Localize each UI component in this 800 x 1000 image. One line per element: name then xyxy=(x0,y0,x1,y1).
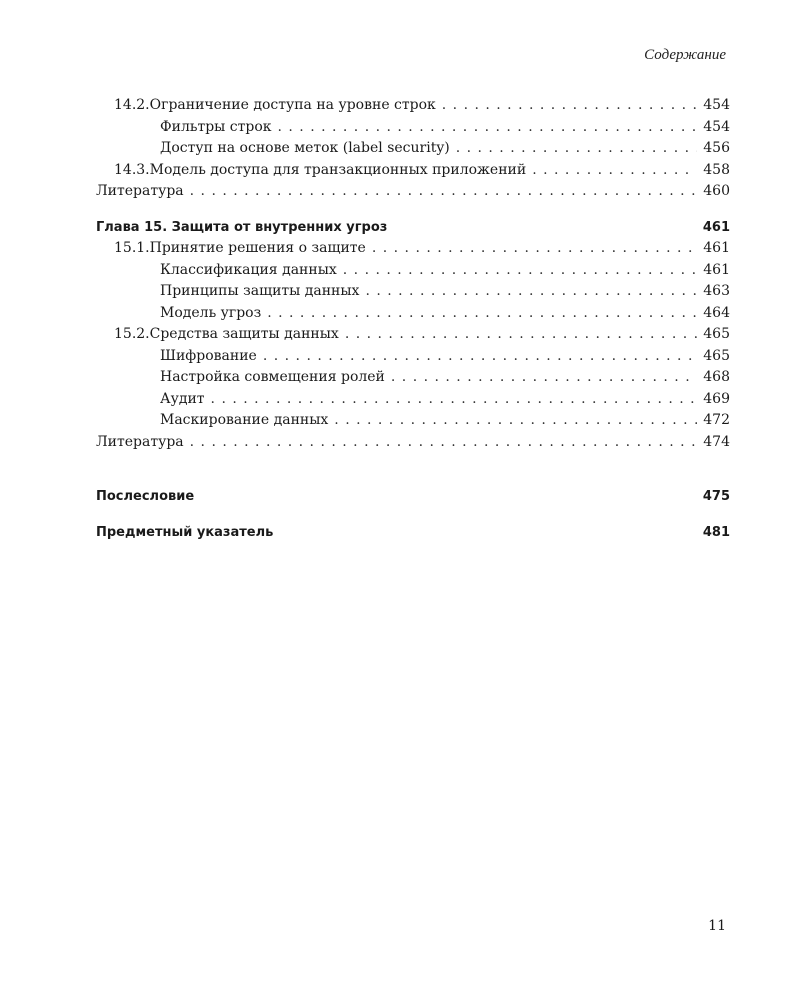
dot-leader xyxy=(263,346,697,368)
spacer xyxy=(96,203,730,217)
toc-subsection-entry[interactable] xyxy=(96,410,730,432)
entry-page: 454 xyxy=(703,118,730,135)
toc-section-entry[interactable] xyxy=(96,95,730,117)
toc-references-entry[interactable] xyxy=(96,432,730,454)
toc-subsection-entry[interactable] xyxy=(96,346,730,368)
toc-subsection-entry[interactable] xyxy=(96,138,730,160)
entry-title: Принятие решения о защите xyxy=(149,240,366,256)
chapter-title: Глава 15. Защита от внутренних угроз xyxy=(96,219,388,235)
entry-title: Маскирование данных xyxy=(160,412,329,428)
page-number: 11 xyxy=(708,918,726,934)
table-of-contents xyxy=(96,95,730,543)
index-page: 481 xyxy=(702,524,730,540)
entry-page: 469 xyxy=(703,390,730,407)
dot-leader xyxy=(190,181,698,203)
entry-page: 458 xyxy=(703,161,730,178)
entry-page: 460 xyxy=(703,183,730,199)
section-number: 15.1. xyxy=(114,240,150,256)
entry-title: Настройка совмещения ролей xyxy=(160,369,385,385)
dot-leader xyxy=(190,432,698,454)
entry-title: Средства защиты данных xyxy=(149,326,339,342)
entry-title: Принципы защиты данных xyxy=(160,283,360,299)
toc-section-entry[interactable] xyxy=(96,324,730,346)
entry-title: Аудит xyxy=(160,390,205,407)
toc-block-chapter14-tail xyxy=(96,95,730,203)
section-number: 14.3. xyxy=(114,161,150,178)
entry-title: Модель доступа для транзакционных приложений xyxy=(149,161,527,178)
entry-title: Модель угроз xyxy=(160,304,262,321)
afterword-page: 475 xyxy=(702,489,730,504)
dot-leader xyxy=(372,238,697,260)
entry-page: 472 xyxy=(703,412,730,428)
dot-leader xyxy=(267,303,697,325)
dot-leader xyxy=(343,260,698,282)
entry-title: Фильтры строк xyxy=(160,118,272,135)
entry-page: 465 xyxy=(703,347,730,364)
toc-subsection-entry[interactable] xyxy=(96,389,730,411)
entry-page: 461 xyxy=(703,240,730,256)
entry-page: 463 xyxy=(703,283,730,299)
spacer xyxy=(96,453,730,486)
toc-section-entry[interactable] xyxy=(96,238,730,260)
index-title: Предметный указатель xyxy=(96,524,274,540)
entry-page: 474 xyxy=(703,433,730,450)
entry-page: 454 xyxy=(703,97,730,113)
dot-leader xyxy=(334,410,697,432)
entry-page: 456 xyxy=(703,140,730,156)
toc-chapter-15[interactable] xyxy=(96,217,730,239)
toc-afterword[interactable] xyxy=(96,486,730,508)
toc-block-chapter15 xyxy=(96,238,730,453)
toc-subsection-entry[interactable] xyxy=(96,303,730,325)
entry-page: 468 xyxy=(703,369,730,385)
entry-title: Ограничение доступа на уровне строк xyxy=(149,97,436,113)
toc-subject-index[interactable] xyxy=(96,522,730,544)
entry-page: 464 xyxy=(703,304,730,321)
toc-subsection-entry[interactable] xyxy=(96,260,730,282)
entry-title: Классификация данных xyxy=(160,261,337,278)
chapter-page: 461 xyxy=(702,219,730,235)
toc-section-entry[interactable] xyxy=(96,160,730,182)
running-header: Содержание xyxy=(644,47,726,63)
entry-title: Шифрование xyxy=(160,347,257,364)
spacer xyxy=(96,508,730,522)
entry-page: 461 xyxy=(703,261,730,278)
entry-page: 465 xyxy=(703,326,730,342)
section-number: 15.2. xyxy=(114,326,150,342)
dot-leader xyxy=(211,389,698,411)
toc-subsection-entry[interactable] xyxy=(96,117,730,139)
toc-subsection-entry[interactable] xyxy=(96,281,730,303)
afterword-title: Послесловие xyxy=(96,489,195,504)
dot-leader xyxy=(365,281,697,303)
dot-leader xyxy=(278,117,698,139)
section-number: 14.2. xyxy=(114,97,150,113)
toc-references-entry[interactable] xyxy=(96,181,730,203)
dot-leader xyxy=(442,95,697,117)
dot-leader xyxy=(532,160,697,182)
toc-subsection-entry[interactable] xyxy=(96,367,730,389)
entry-title: Литература xyxy=(96,433,184,450)
dot-leader xyxy=(391,367,697,389)
entry-title: Литература xyxy=(96,183,184,199)
dot-leader xyxy=(345,324,697,346)
entry-title: Доступ на основе меток (label security) xyxy=(160,140,450,156)
dot-leader xyxy=(456,138,698,160)
